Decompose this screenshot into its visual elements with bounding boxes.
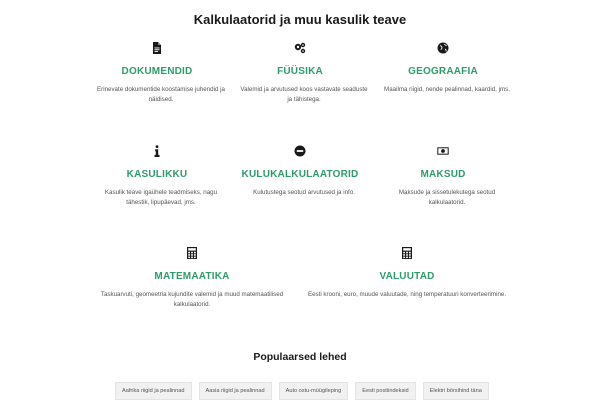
card-description: Valemid ja arvutused koos vastavate seaduste ja tähistega. <box>240 86 368 103</box>
card-title-fuusika[interactable]: FÜÜSIKA <box>277 66 323 77</box>
minus-circle-icon <box>294 145 306 157</box>
card-description: Kasulik teave igaühele teadmiseks, nagu tähestik, lipupäevad, jms. <box>104 189 218 206</box>
info-icon <box>151 145 163 157</box>
card-description: Taskuarvuti, geomeetria kujundite valemid ja muud matemaatilised kalkulaatorid. <box>100 291 284 308</box>
popular-link[interactable]: Auto ostu-müügileping <box>279 382 349 400</box>
popular-link[interactable]: Aafrika riigid ja pealinnad <box>115 382 192 400</box>
card-title-dokumendid[interactable]: DOKUMENDID <box>121 66 193 77</box>
card-description: Maksude ja sissetulekutega seotud kalkulaatorid. <box>398 189 496 206</box>
card-valuutad <box>307 247 507 300</box>
card-fuusika <box>240 42 368 105</box>
card-dokumendid <box>97 42 225 105</box>
popular-pages-title: Populaarsed lehed <box>253 351 347 363</box>
gears-icon <box>294 42 306 54</box>
card-description: Erinevate dokumentide koostamise juhendid ja näidised. <box>97 86 225 103</box>
money-icon <box>437 145 449 157</box>
card-description: Eesti krooni, euro, muude valuutade, ning temperatuuri konverteerimine. <box>307 291 507 298</box>
popular-links <box>115 382 489 400</box>
calculator-icon <box>401 247 413 259</box>
card-description: Maailma riigid, nende pealinnad, kaardid, jms. <box>384 86 510 93</box>
popular-link[interactable]: Eesti postiindeksid <box>355 382 415 400</box>
card-title-maksud[interactable]: MAKSUD <box>420 169 466 180</box>
card-geograafia <box>383 42 510 95</box>
card-maksud <box>383 145 503 208</box>
card-kulukalkulaatorid <box>240 145 360 198</box>
document-icon <box>151 42 163 54</box>
card-title-kasulikku[interactable]: KASULIKKU <box>126 169 188 180</box>
card-title-geograafia[interactable]: GEOGRAAFIA <box>408 66 478 77</box>
popular-link[interactable]: Aasia riigid ja pealinnad <box>199 382 272 400</box>
calculator-icon <box>186 247 198 259</box>
card-matemaatika <box>92 247 292 310</box>
popular-link[interactable]: Elektri börsihind täna <box>423 382 489 400</box>
card-title-matemaatika[interactable]: MATEMAATIKA <box>154 271 230 282</box>
globe-icon <box>437 42 449 54</box>
page-title: Kalkulaatorid ja muu kasulik teave <box>193 12 407 27</box>
card-kasulikku <box>97 145 217 208</box>
card-title-kulukalkulaatorid[interactable]: KULUKALKULAATORID <box>241 169 359 180</box>
card-title-valuutad[interactable]: VALUUTAD <box>379 271 435 282</box>
card-description: Kulutustega seotud arvutused ja info. <box>253 189 355 196</box>
